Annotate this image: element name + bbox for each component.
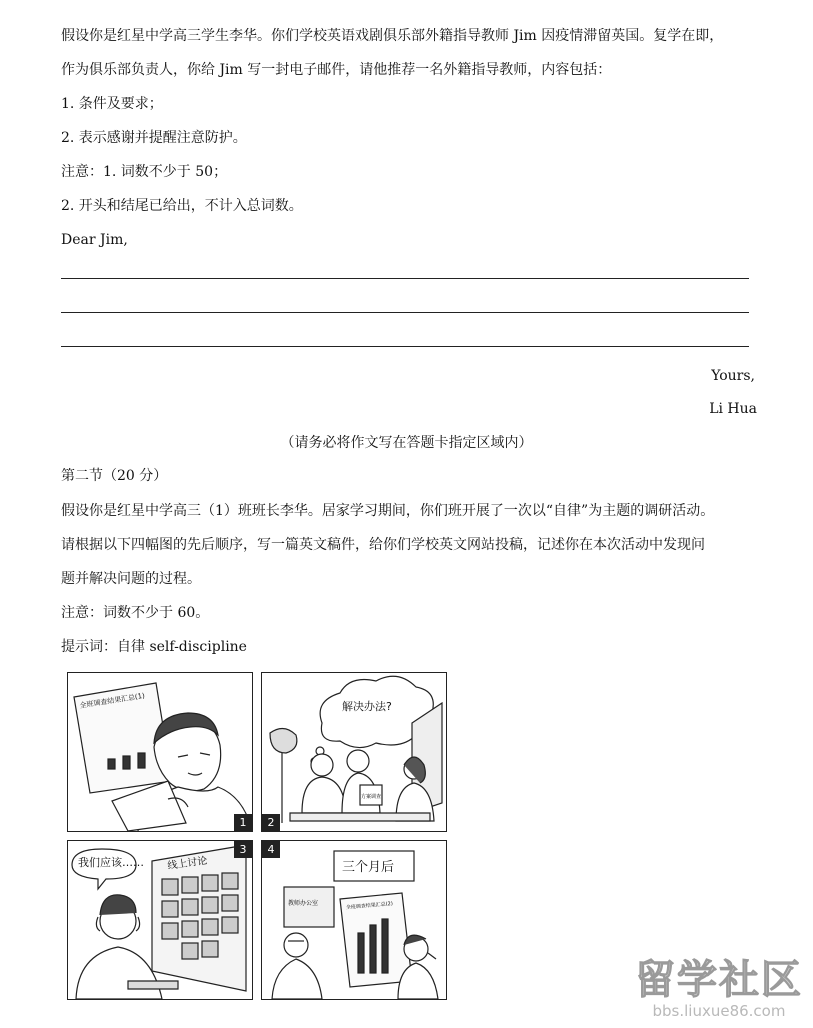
- panel-number: 3: [234, 841, 252, 858]
- bar-mark: [123, 756, 130, 769]
- task2-note: 注意：词数不少于 60。: [61, 605, 210, 621]
- keyboard: [128, 981, 178, 989]
- task2-prompt-line2: 请根据以下四幅图的先后顺序，写一篇英文稿件，给你们学校英文网站投稿，记述你在本次活动中发现问: [61, 537, 705, 553]
- sheet-title: 全班调查结果汇总(1): [79, 691, 146, 710]
- bar-mark: [108, 759, 115, 769]
- office-window: [284, 887, 334, 927]
- panel3-illustration: [68, 841, 252, 999]
- answer-line: [61, 312, 749, 313]
- section-heading: 第二节（20 分）: [61, 468, 168, 484]
- office-sign: 教师办公室: [288, 900, 319, 907]
- comic-panel-4: [261, 840, 447, 1000]
- site-watermark: [635, 958, 803, 1020]
- task1-note1: 注意：1. 词数不少于 50；: [61, 164, 228, 180]
- chart-title: 全班调查结果汇总(2): [345, 900, 394, 911]
- speech-bubble: [72, 849, 136, 889]
- task1-prompt-line1: 假设你是红星中学高三学生李华。你们学校英语戏剧俱乐部外籍指导教师 Jim 因疫情滞留英国。复学在即，: [61, 28, 724, 44]
- screen-title: 线上讨论: [166, 855, 209, 872]
- speech-text: 我们应该……: [78, 856, 144, 869]
- thought-text: 解决办法?: [342, 700, 392, 713]
- comic-panel-3: [67, 840, 253, 1000]
- phone: [428, 953, 436, 959]
- father-head: [311, 754, 333, 776]
- task1-point1: 1. 条件及要求；: [61, 96, 163, 112]
- task2-hint: 提示词：自律 self-discipline: [61, 639, 247, 655]
- watermark-title: 留学社区: [635, 957, 803, 1003]
- student-head: [347, 750, 369, 772]
- task1-prompt-line2: 作为俱乐部负责人，你给 Jim 写一封电子邮件，请他推荐一名外籍指导教师，内容包括：: [61, 62, 612, 78]
- answer-line: [61, 278, 749, 279]
- sofa: [290, 813, 430, 821]
- panel-number: 4: [262, 841, 280, 858]
- signature: Li Hua: [709, 401, 757, 417]
- watermark-url: bbs.liuxue86.com: [652, 1002, 786, 1020]
- teacher-head: [284, 933, 308, 957]
- comic-panel-2: [261, 672, 447, 832]
- comic-panel-1: [67, 672, 253, 832]
- bar-mark: [138, 753, 145, 768]
- task1-point2: 2. 表示感谢并提醒注意防护。: [61, 130, 247, 146]
- closing: Yours,: [711, 368, 755, 384]
- caption-text: 三个月后: [342, 860, 395, 875]
- salutation: Dear Jim,: [61, 232, 128, 248]
- panel-number: 2: [262, 814, 280, 831]
- lamp: [270, 728, 297, 753]
- answer-line: [61, 346, 749, 347]
- panel2-illustration: [262, 673, 446, 831]
- panel4-illustration: [262, 841, 446, 999]
- task2-prompt-line1: 假设你是红星中学高三（1）班班长李华。居家学习期间，你们班开展了一次以“自律”为主题的调研活动。: [61, 503, 715, 519]
- instruction: （请务必将作文写在答题卡指定区域内）: [280, 435, 533, 451]
- panel1-illustration: [68, 673, 252, 831]
- task2-prompt-line3: 题并解决问题的过程。: [61, 571, 201, 587]
- panel-number: 1: [234, 814, 252, 831]
- book-label: 方案调查: [361, 794, 382, 800]
- task1-note2: 2. 开头和结尾已给出，不计入总词数。: [61, 198, 303, 214]
